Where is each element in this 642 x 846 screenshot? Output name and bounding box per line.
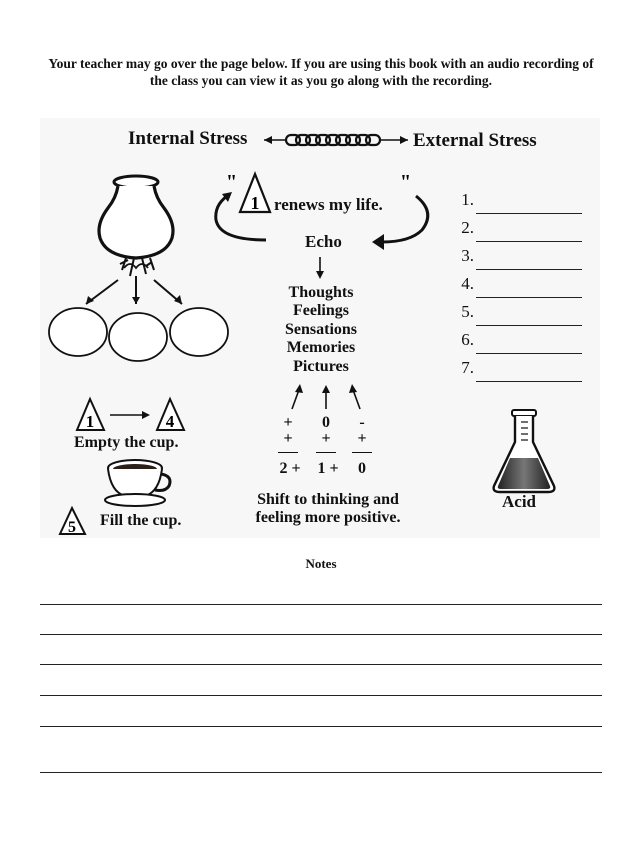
split-arrows: [280, 381, 370, 413]
blank-item[interactable]: 5.: [458, 298, 598, 326]
echo-label: Echo: [305, 232, 342, 251]
echo-item: Feelings: [293, 302, 349, 320]
sum-line: [352, 452, 372, 453]
result: 0: [358, 460, 366, 477]
coffee-cup-icon: [103, 458, 173, 508]
echo-item: Sensations: [284, 320, 358, 338]
sign-top: -: [359, 414, 365, 431]
fill-step-number: 5: [68, 519, 76, 536]
blank-item[interactable]: 6.: [458, 326, 598, 354]
renews-text: renews my life.: [274, 195, 383, 214]
echo-item: Memories: [286, 339, 356, 357]
chain-icon: [262, 131, 410, 149]
step-to-number: 4: [165, 412, 175, 431]
note-line[interactable]: [40, 604, 602, 605]
flask-icon: [490, 408, 560, 494]
shift-text: [236, 491, 420, 527]
shift-line-2: feeling more positive.: [255, 509, 401, 526]
pot-arrows-ovals: [46, 270, 234, 370]
echo-item: Thoughts: [288, 284, 354, 301]
shift-line-1: Shift to thinking and: [257, 491, 399, 508]
note-line[interactable]: [40, 772, 602, 773]
step-5-icon: [58, 506, 92, 536]
step-from-number: 1: [85, 412, 95, 431]
intro-text: Your teacher may go over the page below. If you are using this book with an audio recording of the class you can view it as you go along with the recording.: [48, 56, 594, 88]
sum-line: [316, 452, 336, 453]
quote-close: ": [400, 171, 412, 193]
note-line[interactable]: [40, 726, 602, 727]
pot-on-fire-icon: [96, 172, 176, 278]
blank-item[interactable]: 2.: [458, 214, 598, 242]
sign-second: +: [321, 430, 331, 447]
echo-item: Pictures: [293, 357, 349, 375]
note-line[interactable]: [40, 634, 602, 635]
external-stress-label: External Stress: [413, 130, 537, 151]
step-1-to-4: [74, 396, 188, 434]
echo-items: [250, 284, 392, 376]
blank-item[interactable]: 3.: [458, 242, 598, 270]
renews-step-number: 1: [250, 193, 260, 213]
blank-item[interactable]: 4.: [458, 270, 598, 298]
internal-stress-label: Internal Stress: [128, 128, 248, 149]
empty-cup-label: Empty the cup.: [74, 434, 179, 451]
acid-label: Acid: [502, 492, 536, 511]
fill-cup-label: Fill the cup.: [100, 512, 182, 529]
blank-item[interactable]: 7.: [458, 354, 598, 382]
sum-line: [278, 452, 298, 453]
quote-open: ": [226, 171, 238, 193]
result: 2 +: [279, 460, 301, 477]
note-line[interactable]: [40, 664, 602, 665]
blank-item[interactable]: 1.: [458, 186, 598, 214]
sign-second: +: [357, 430, 367, 447]
note-line[interactable]: [40, 695, 602, 696]
notes-title: Notes: [305, 556, 337, 571]
sign-top: 0: [322, 414, 330, 431]
result: 1 +: [317, 460, 339, 477]
sign-top: +: [283, 414, 293, 431]
echo-down-arrow: [313, 255, 327, 281]
numbered-blanks: [458, 186, 598, 382]
sign-second: +: [283, 430, 293, 447]
